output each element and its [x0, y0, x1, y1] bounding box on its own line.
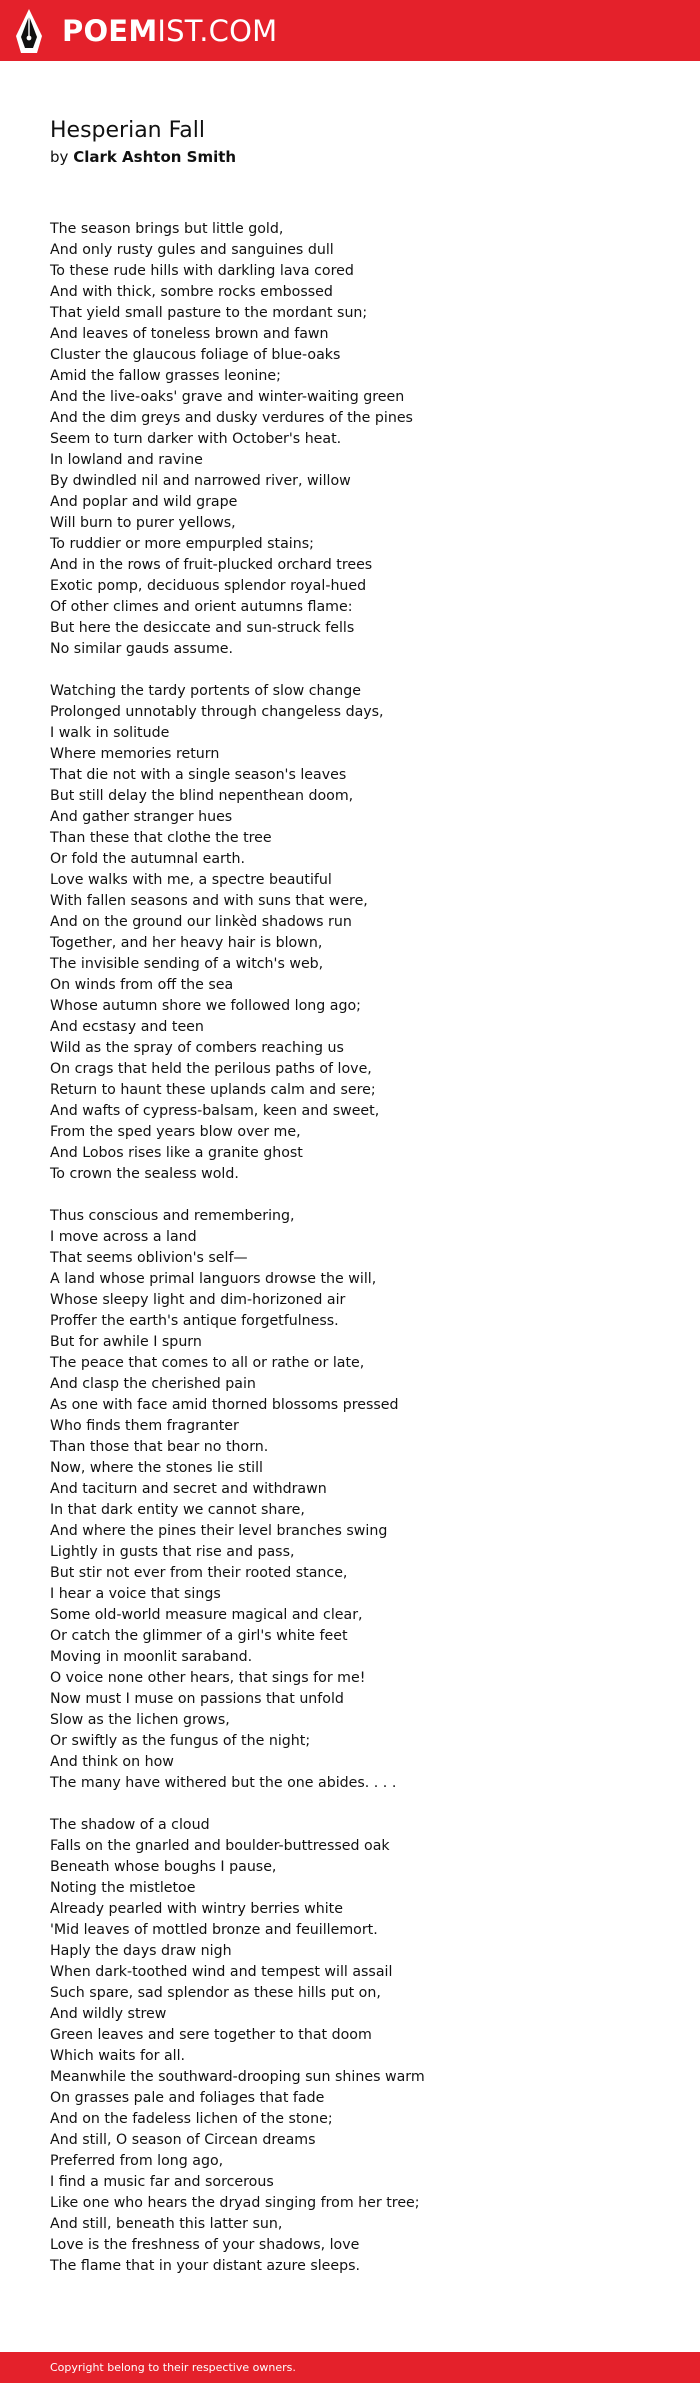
- poem-line: I hear a voice that sings: [50, 1586, 221, 1602]
- poem-line: And on the fadeless lichen of the stone;: [50, 2111, 333, 2127]
- brand-name-light: IST.COM: [157, 14, 278, 48]
- poem-line: In that dark entity we cannot share,: [50, 1502, 305, 1518]
- poem-line: And taciturn and secret and withdrawn: [50, 1481, 327, 1497]
- poem-stanza: [50, 1206, 670, 1794]
- poem-line: Like one who hears the dryad singing from her tree;: [50, 2195, 420, 2211]
- poem-line: That die not with a single season's leaves: [50, 767, 347, 783]
- poem-line: Love walks with me, a spectre beautiful: [50, 872, 332, 888]
- poem-stanza: [50, 219, 670, 660]
- poem-line: The many have withered but the one abides. . . .: [50, 1775, 397, 1791]
- poem-line: In lowland and ravine: [50, 452, 203, 468]
- poem-line: The shadow of a cloud: [50, 1817, 210, 1833]
- poem-line: And the dim greys and dusky verdures of the pines: [50, 410, 413, 426]
- poem-line: That yield small pasture to the mordant sun;: [50, 305, 368, 321]
- poem-line: Watching the tardy portents of slow change: [50, 683, 361, 699]
- poem-line: Already pearled with wintry berries white: [50, 1901, 343, 1917]
- poem-line: Proffer the earth's antique forgetfulness.: [50, 1313, 339, 1329]
- poem-line: And on the ground our linkèd shadows run: [50, 914, 352, 930]
- poem-line: Where memories return: [50, 746, 220, 762]
- poem-line: On crags that held the perilous paths of love,: [50, 1061, 372, 1077]
- poem-line: And poplar and wild grape: [50, 494, 238, 510]
- poem-line: Seem to turn darker with October's heat.: [50, 431, 342, 447]
- brand-name: [62, 9, 277, 53]
- poem-line: Than these that clothe the tree: [50, 830, 272, 846]
- poem-line: And with thick, sombre rocks embossed: [50, 284, 333, 300]
- poem-line: A land whose primal languors drowse the will,: [50, 1271, 377, 1287]
- poem-line: And where the pines their level branches swing: [50, 1523, 388, 1539]
- poem-line: As one with face amid thorned blossoms pressed: [50, 1397, 399, 1413]
- poem-line: And Lobos rises like a granite ghost: [50, 1145, 303, 1161]
- poem-line: Thus conscious and remembering,: [50, 1208, 295, 1224]
- by-label: by: [50, 148, 69, 166]
- poem-byline: [50, 146, 236, 168]
- poem-line: Now must I muse on passions that unfold: [50, 1691, 344, 1707]
- poem-line: Whose sleepy light and dim-horizoned air: [50, 1292, 346, 1308]
- poem-line: That seems oblivion's self—: [50, 1250, 248, 1266]
- poem-line: Prolonged unnotably through changeless days,: [50, 704, 384, 720]
- poem-line: Green leaves and sere together to that doom: [50, 2027, 372, 2043]
- site-footer: [0, 2352, 700, 2383]
- poem-line: And ecstasy and teen: [50, 1019, 204, 1035]
- poem-line: Love is the freshness of your shadows, love: [50, 2237, 360, 2253]
- poem-line: I walk in solitude: [50, 725, 170, 741]
- poem-line: By dwindled nil and narrowed river, willow: [50, 473, 351, 489]
- poem-line: To crown the sealess wold.: [50, 1166, 239, 1182]
- poem-line: To these rude hills with darkling lava cored: [50, 263, 354, 279]
- poem-line: I find a music far and sorcerous: [50, 2174, 274, 2190]
- poem-line: Wild as the spray of combers reaching us: [50, 1040, 344, 1056]
- poem-line: The invisible sending of a witch's web,: [50, 956, 324, 972]
- poem-line: Lightly in gusts that rise and pass,: [50, 1544, 295, 1560]
- poem-line: Return to haunt these uplands calm and sere;: [50, 1082, 376, 1098]
- poem-line: And think on how: [50, 1754, 174, 1770]
- poem-line: To ruddier or more empurpled stains;: [50, 536, 314, 552]
- poem-line: Or catch the glimmer of a girl's white feet: [50, 1628, 348, 1644]
- poem-line: No similar gauds assume.: [50, 641, 234, 657]
- poem-line: And the live-oaks' grave and winter-waiting green: [50, 389, 405, 405]
- poem-line: But still delay the blind nepenthean doom,: [50, 788, 354, 804]
- poem-line: Noting the mistletoe: [50, 1880, 196, 1896]
- poem-line: The season brings but little gold,: [50, 221, 284, 237]
- poem-line: The peace that comes to all or rathe or late,: [50, 1355, 365, 1371]
- poem-body: [50, 219, 670, 2298]
- poem-line: Such spare, sad splendor as these hills put on,: [50, 1985, 381, 2001]
- poem-line: Or swiftly as the fungus of the night;: [50, 1733, 311, 1749]
- poem-line: Amid the fallow grasses leonine;: [50, 368, 281, 384]
- poem-line: The flame that in your distant azure sleeps.: [50, 2258, 361, 2274]
- copyright-notice: Copyright belong to their respective owners.: [50, 2361, 296, 2374]
- poem-line: Who finds them fragranter: [50, 1418, 239, 1434]
- poem-line: Which waits for all.: [50, 2048, 186, 2064]
- poem-line: 'Mid leaves of mottled bronze and feuillemort.: [50, 1922, 378, 1938]
- site-logo-link[interactable]: [16, 9, 277, 53]
- poem-line: With fallen seasons and with suns that were,: [50, 893, 368, 909]
- poem-line: And only rusty gules and sanguines dull: [50, 242, 334, 258]
- poem-line: On grasses pale and foliages that fade: [50, 2090, 325, 2106]
- poem-line: Some old-world measure magical and clear,: [50, 1607, 363, 1623]
- poem-line: But for awhile I spurn: [50, 1334, 202, 1350]
- poem-line: And in the rows of fruit-plucked orchard trees: [50, 557, 373, 573]
- poem-stanza: [50, 681, 670, 1185]
- poem-line: Moving in moonlit saraband.: [50, 1649, 253, 1665]
- poem-line: Will burn to purer yellows,: [50, 515, 236, 531]
- poem-line: Whose autumn shore we followed long ago;: [50, 998, 361, 1014]
- poem-line: Or fold the autumnal earth.: [50, 851, 245, 867]
- poem-line: And wildly strew: [50, 2006, 167, 2022]
- poem-line: And wafts of cypress-balsam, keen and sweet,: [50, 1103, 380, 1119]
- poem-line: And clasp the cherished pain: [50, 1376, 256, 1392]
- poem-line: Slow as the lichen grows,: [50, 1712, 230, 1728]
- poem-line: Cluster the glaucous foliage of blue-oaks: [50, 347, 341, 363]
- pen-nib-icon: [16, 9, 42, 53]
- poem-line: From the sped years blow over me,: [50, 1124, 301, 1140]
- site-header: [0, 0, 700, 61]
- poem-line: Of other climes and orient autumns flame:: [50, 599, 353, 615]
- poem-line: Beneath whose boughs I pause,: [50, 1859, 277, 1875]
- poem-line: Falls on the gnarled and boulder-buttressed oak: [50, 1838, 390, 1854]
- poem-line: Now, where the stones lie still: [50, 1460, 263, 1476]
- poem-line: Haply the days draw nigh: [50, 1943, 232, 1959]
- poem-line: Than those that bear no thorn.: [50, 1439, 269, 1455]
- poem-stanza: [50, 1815, 670, 2277]
- poem-line: On winds from off the sea: [50, 977, 234, 993]
- author-link[interactable]: Clark Ashton Smith: [73, 148, 237, 166]
- brand-name-strong: POEM: [62, 14, 158, 48]
- poem-line: Together, and her heavy hair is blown,: [50, 935, 323, 951]
- poem-line: But here the desiccate and sun-struck fells: [50, 620, 355, 636]
- poem-title: Hesperian Fall: [50, 118, 205, 143]
- poem-line: Exotic pomp, deciduous splendor royal-hued: [50, 578, 367, 594]
- poem-line: I move across a land: [50, 1229, 197, 1245]
- poem-line: O voice none other hears, that sings for me!: [50, 1670, 366, 1686]
- poem-line: Preferred from long ago,: [50, 2153, 224, 2169]
- poem-line: And still, O season of Circean dreams: [50, 2132, 316, 2148]
- poem-line: But stir not ever from their rooted stance,: [50, 1565, 348, 1581]
- poem-line: And still, beneath this latter sun,: [50, 2216, 283, 2232]
- poem-line: And leaves of toneless brown and fawn: [50, 326, 329, 342]
- poem-line: And gather stranger hues: [50, 809, 233, 825]
- poem-line: When dark-toothed wind and tempest will assail: [50, 1964, 393, 1980]
- poem-line: Meanwhile the southward-drooping sun shines warm: [50, 2069, 425, 2085]
